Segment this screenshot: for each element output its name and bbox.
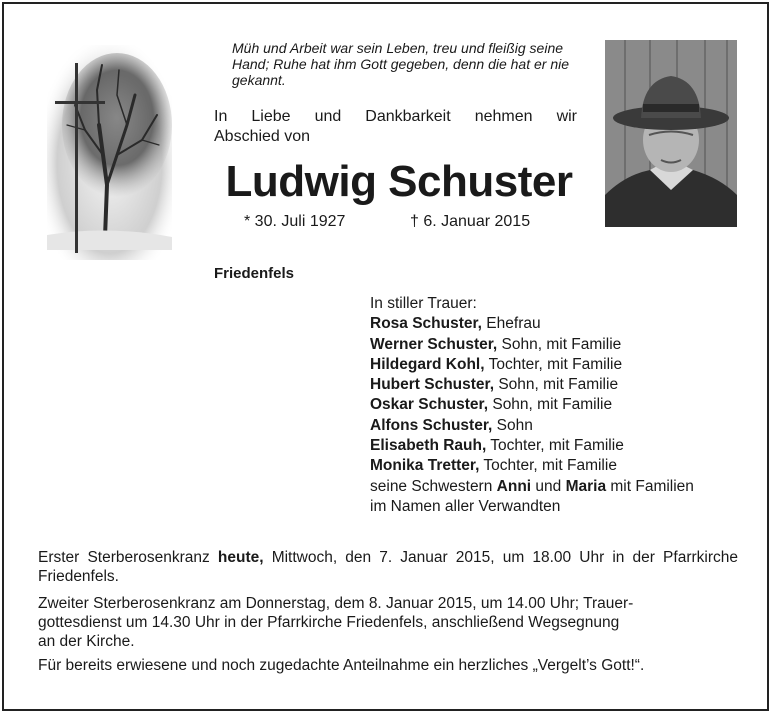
intro-line-2: Abschied von bbox=[214, 128, 311, 145]
list-item: Monika Tretter, Tochter, mit Familie bbox=[370, 457, 617, 475]
birth-date: * 30. Juli 1927 bbox=[244, 213, 346, 230]
intro-line-1: In Liebe und Dankbarkeit nehmen wir bbox=[214, 108, 577, 125]
mourners-heading: In stiller Trauer: bbox=[370, 295, 477, 312]
list-item: Hildegard Kohl, Tochter, mit Familie bbox=[370, 355, 623, 373]
thanks-paragraph: Für bereits erwiesene und noch zugedachte Anteilnahme ein herzliches „Vergelt’s Gott!“. bbox=[38, 657, 645, 674]
list-item: Alfons Schuster, Sohn bbox=[370, 416, 533, 434]
deceased-name: Ludwig Schuster bbox=[225, 157, 573, 206]
list-item: Oskar Schuster, Sohn, mit Familie bbox=[370, 396, 613, 414]
rosary-first-paragraph: Erster Sterberosenkranz heute, Mittwoch, den 7. Januar 2015, um 18.00 Uhr in der Pfarrkirche Friedenfels. bbox=[38, 549, 738, 585]
death-date: † 6. Januar 2015 bbox=[410, 213, 531, 230]
town-name: Friedenfels bbox=[214, 265, 295, 282]
mourners-list bbox=[370, 294, 694, 517]
list-item: Hubert Schuster, Sohn, mit Familie bbox=[370, 376, 619, 394]
intro-text bbox=[214, 107, 577, 147]
list-item: Werner Schuster, Sohn, mit Familie bbox=[370, 335, 622, 353]
memorial-quote: Müh und Arbeit war sein Leben, treu und fleißig seine Hand; Ruhe hat ihm Gott gegeben, denn die hat er nie gekannt. bbox=[232, 40, 570, 88]
list-item: Rosa Schuster, Ehefrau bbox=[370, 315, 541, 333]
tree-cross-image bbox=[47, 45, 172, 260]
relatives-line: im Namen aller Verwandten bbox=[370, 497, 561, 515]
siblings-line: seine Schwestern Anni und Maria mit Familien bbox=[370, 477, 694, 495]
rosary-second-paragraph: Zweiter Sterberosenkranz am Donnerstag, dem 8. Januar 2015, um 14.00 Uhr; Trauer- gottesdienst um 14.30 Uhr in der Pfarrkirche Friedenfels, anschließend Wegsegnung an der Kirche. bbox=[38, 595, 634, 650]
list-item: Elisabeth Rauh, Tochter, mit Familie bbox=[370, 437, 624, 455]
portrait-photo bbox=[605, 40, 737, 227]
